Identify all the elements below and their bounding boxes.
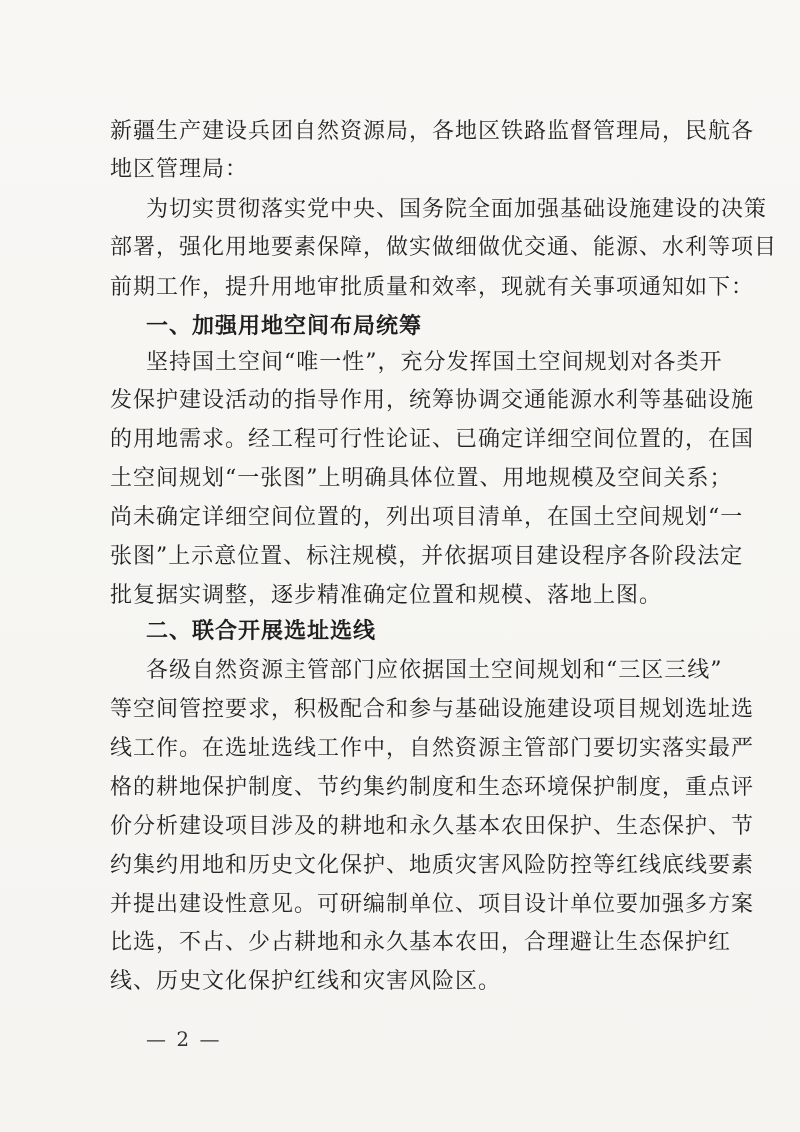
paragraph-line: 为切实贯彻落实党中央、国务院全面加强基础设施建设的决策 [146, 197, 768, 222]
paragraph-line: 格的耕地保护制度、节约集约制度和生态环境保护制度，重点评 [110, 775, 755, 800]
paragraph-line: 土空间规划“一张图”上明确具体位置、用地规模及空间关系； [110, 466, 733, 491]
paragraph-line: 地区管理局： [110, 157, 249, 182]
section-heading-2: 二、联合开展选址选线 [146, 619, 377, 644]
paragraph-line: 前期工作，提升用地审批质量和效率，现就有关事项通知如下： [110, 275, 755, 300]
paragraph-line: 约集约用地和历史文化保护、地质灾害风险防控等红线底线要素 [110, 853, 755, 878]
paragraph-line: 坚持国土空间“唯一性”，充分发挥国土空间规划对各类开 [146, 350, 723, 375]
paragraph-line: 发保护建设活动的指导作用，统筹协调交通能源水利等基础设施 [110, 388, 755, 413]
section-heading-1: 一、加强用地空间布局统筹 [146, 314, 423, 339]
paragraph-line: 的用地需求。经工程可行性论证、已确定详细空间位置的，在国 [110, 427, 755, 452]
paragraph-line: 比选，不占、少占耕地和永久基本农田，合理避让生态保护红 [110, 930, 732, 955]
paragraph-line: 线工作。在选址选线工作中，自然资源主管部门要切实落实最严 [110, 736, 755, 761]
paragraph-line: 张图”上示意位置、标注规模，并依据项目建设程序各阶段法定 [110, 544, 744, 569]
paragraph-line: 等空间管控要求，积极配合和参与基础设施建设项目规划选址选 [110, 697, 755, 722]
paragraph-line: 价分析建设项目涉及的耕地和永久基本农田保护、生态保护、节 [110, 814, 755, 839]
paragraph-line: 各级自然资源主管部门应依据国土空间规划和“三区三线” [146, 658, 723, 683]
paragraph-line: 部署，强化用地要素保障，做实做细做优交通、能源、水利等项目 [110, 235, 778, 260]
paragraph-line: 线、历史文化保护红线和灾害风险区。 [110, 969, 502, 994]
paragraph-line: 并提出建设性意见。可研编制单位、项目设计单位要加强多方案 [110, 892, 755, 917]
paragraph-line: 尚未确定详细空间位置的，列出项目清单，在国土空间规划“一 [110, 505, 744, 530]
paragraph-line: 批复据实调整，逐步精准确定位置和规模、落地上图。 [110, 583, 663, 608]
paragraph-line: 新疆生产建设兵团自然资源局，各地区铁路监督管理局，民航各 [110, 119, 755, 144]
page-number: — 2 — [146, 1027, 222, 1051]
